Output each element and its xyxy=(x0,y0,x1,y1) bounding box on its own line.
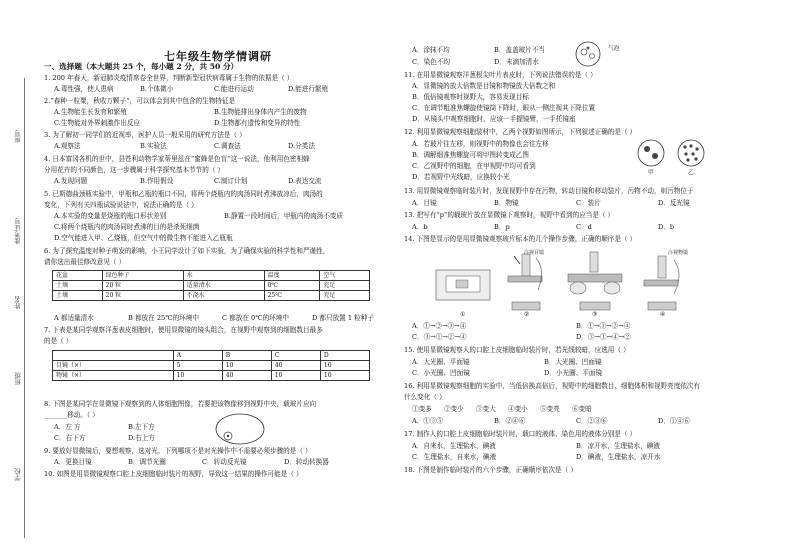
q11-option-c[interactable]: C．在调节粗准焦螺旋使镜筒下降时，眼从一侧注视其下降位置 xyxy=(412,104,596,112)
q4-option-d[interactable]: D.表达交流 xyxy=(288,177,322,185)
table-cell: 花盆 xyxy=(53,271,103,281)
table-cell xyxy=(53,351,174,361)
step-4-figure xyxy=(638,250,688,314)
q2-option-d[interactable]: D.生物都有遗传和变异的特性 xyxy=(214,119,301,127)
q15-option-b[interactable]: B．①→③→②→④ xyxy=(576,322,631,330)
q18-option-b[interactable]: B．凉开水，生理盐水，碘液 xyxy=(576,442,660,450)
q15-option-c[interactable]: C．③→①→②→④ xyxy=(412,333,467,341)
table-row xyxy=(53,371,370,381)
q9-option-d[interactable]: D．转动转换器 xyxy=(284,458,329,466)
question-10: 10. 如图是用显微镜观察口腔上皮细胞临时装片的视野，导致这一结果的操作可能是（ ） xyxy=(44,470,303,478)
table-row xyxy=(53,291,370,301)
q13-option-d[interactable]: D．反光镜 xyxy=(658,199,690,207)
fig15-step-4: ④ xyxy=(660,312,666,318)
question-19: 18. 下图是制作临时装片的六个步骤，正确顺序依次是（ ） xyxy=(404,466,577,474)
question-4-line2: 分用花卉的不同颜色，这一步骤属于科学探究基本节节的（ ） xyxy=(44,166,225,174)
q11-option-a[interactable]: A．显微镜的放大倍数是目镜和物镜放大倍数之和 xyxy=(412,82,556,90)
question-14: 13. 把写有“p”的载玻片放在显微镜下观察时，视野中看到的应当是（ ） xyxy=(404,211,615,219)
q15-option-d[interactable]: D．③→①→④→② xyxy=(576,333,631,341)
q8-cell-figure xyxy=(214,412,266,446)
fig15-step-1: ① xyxy=(460,312,466,318)
q11-option-d[interactable]: D．从镜头中观察细胞时，应该一手握镜臂，一手托镜座 xyxy=(412,115,576,123)
table-cell: 空气 xyxy=(320,271,370,281)
question-11: 11. 在用显微镜观察洋葱根尖叶片表皮时，下列说法错误的是（ ） xyxy=(404,71,597,79)
q12-view-b-figure xyxy=(676,138,706,168)
binding-label-class: 班级 xyxy=(14,372,22,385)
step-2-figure xyxy=(502,250,550,314)
q17-item-3: ③变大 xyxy=(476,405,496,413)
q6-table xyxy=(52,270,370,301)
q4-option-c[interactable]: C.制订计划 xyxy=(214,177,248,185)
binding-strip xyxy=(0,0,40,560)
table-cell: 适量清水 xyxy=(183,281,264,291)
q6-option-b[interactable]: B 都放在 25℃的环境中 xyxy=(128,314,199,322)
q5-option-d[interactable]: D.空气能进入甲、乙烧瓶，但空气中的微生物不能进入乙瓶瓶 xyxy=(54,234,233,242)
table-cell: 目镜（×） xyxy=(53,361,174,371)
q17-option-a[interactable]: A．①③⑤ xyxy=(412,417,444,425)
table-cell: 绿色种子 xyxy=(102,271,183,281)
binding-label-name: 姓名 xyxy=(14,296,22,309)
q17-item-6: ⑥变暗 xyxy=(572,405,592,413)
question-7-line1: 7. 下表是某同学观察洋葱表皮细胞时，使用显微镜的镜头组合，在视野中观察到的细胞数目最多 xyxy=(44,326,323,334)
table-cell: A xyxy=(173,351,222,361)
question-4-line1: 4. 日本富冈各机的世中，县苍利动物学家蒂里兹在“蜜蜂是色盲”这一说法，他利用色密相蜂 xyxy=(44,155,310,163)
question-17-line2: 什么变化（ ） xyxy=(404,393,446,401)
q12-option-c[interactable]: C．乙视野中的细胞，在甲视野中均可看到 xyxy=(412,162,536,170)
q16-option-b[interactable]: B．大光圈、凹面镜 xyxy=(544,358,602,366)
q10-option-a[interactable]: A．涂抹不均 xyxy=(412,46,450,54)
q10-option-b[interactable]: B．盖盖玻片不当 xyxy=(494,46,546,54)
binding-label-seat: 座号 xyxy=(14,130,22,143)
q10-option-c[interactable]: C．染色不均 xyxy=(412,58,451,66)
q4-option-a[interactable]: A.发现问题 xyxy=(54,177,88,185)
q4-option-b[interactable]: B.作用假设 xyxy=(140,177,174,185)
q7-table xyxy=(52,350,370,381)
binding-line xyxy=(24,78,25,538)
q3-option-a[interactable]: A.观察法 xyxy=(54,142,81,150)
q18-option-d[interactable]: D．碘液，生理盐水，凉开水 xyxy=(576,453,661,461)
table-cell: 水 xyxy=(183,271,264,281)
table-cell: B xyxy=(222,351,271,361)
table-cell: 10 xyxy=(320,371,369,381)
q6-option-d[interactable]: D 都只放置 1 粒种子 xyxy=(312,314,374,322)
question-8-line2: _______移动。（ ） xyxy=(44,411,99,419)
table-cell: 土壤 xyxy=(53,281,103,291)
table-cell: 20 粒 xyxy=(102,291,183,301)
question-5-line2: 变化，下列有关四瓶试验说法中，说法正确的是（ ） xyxy=(44,201,198,209)
table-cell: 10 xyxy=(320,361,369,371)
q18-option-a[interactable]: A．自来水，生理盐水，碘液 xyxy=(412,442,496,450)
table-cell: 0℃ xyxy=(264,281,320,291)
question-15: 14. 下图是显示的是用显微镜观察玻片标本的几个操作步骤，正确的顺序是（ ） xyxy=(404,235,637,243)
q12-option-d[interactable]: D．若视野中光线暗，应换较小光 xyxy=(412,173,510,181)
q12-view-a-figure xyxy=(636,138,666,168)
table-row xyxy=(53,281,370,291)
q5-option-a[interactable]: A.本实验的变量是烧瓶的瓶口形状差别 xyxy=(54,212,167,220)
right-column xyxy=(404,0,778,560)
q17-option-b[interactable]: B．②④⑥ xyxy=(494,417,526,425)
question-6-line1: 6. 为了探究温度对种子萌发的影响，小王同学设计了如下实验，为了确保实验的科学性和严谨性， xyxy=(44,247,330,255)
q16-option-d[interactable]: D．小光圈、平面镜 xyxy=(544,369,603,377)
q17-option-c[interactable]: C．②③⑥ xyxy=(576,417,608,425)
question-2: 2.“春种一粒粟，秋收万颗子”，可以体会到其中包含的生物特征是 xyxy=(44,97,236,105)
fig15-label-eyepiece: 注视目镜 xyxy=(524,250,545,256)
q17-item-2: ②变少 xyxy=(444,405,464,413)
q6-option-c[interactable]: C 都放在 0℃的环境中 xyxy=(222,314,289,322)
fig15-label-objective: 注视物镜 xyxy=(668,250,689,256)
question-5-line1: 5. 已斯德曲颈瓶实验中，甲瓶和乙瓶的瓶口不同，将两个烧瓶内的肉汤同时煮沸放凉后，肉汤的 xyxy=(44,190,323,198)
table-cell: 25℃ xyxy=(264,291,320,301)
table-cell: 10 xyxy=(222,361,271,371)
q17-item-4: ④变小 xyxy=(508,405,528,413)
q3-option-d[interactable]: D.分类法 xyxy=(288,142,315,150)
q12-option-b[interactable]: B．调解细准焦螺旋可将甲图转变成乙图 xyxy=(412,151,529,159)
step-1-figure xyxy=(432,256,494,312)
q13-option-c[interactable]: C．装片 xyxy=(576,199,601,207)
table-cell: 10 xyxy=(173,371,222,381)
q10-bubble-figure xyxy=(574,40,604,68)
question-8-line1: 8. 下图是某同学在显微镜下观察到的人体细胞图像，若要把该物像移到视野中央，载玻片应向 xyxy=(44,400,317,408)
q5-option-c[interactable]: C.将两个烧瓶内的肉汤同时煮沸的目的是杀死细菌 xyxy=(54,223,200,231)
q12-option-a[interactable]: A．若玻片往左移，则视野中的物像也会往左移 xyxy=(412,140,549,148)
q3-option-c[interactable]: C.调查法 xyxy=(214,142,241,150)
table-cell: 土壤 xyxy=(53,291,103,301)
table-row xyxy=(53,361,370,371)
q15-option-a[interactable]: A．①→②→③→④ xyxy=(412,322,467,330)
q9-option-a[interactable]: A．更换目镜 xyxy=(54,458,92,466)
q1-option-a[interactable]: A.毒性强，使人患病 xyxy=(54,85,114,93)
table-row xyxy=(53,271,370,281)
question-13: 13. 用显微镜观察临时装片时，发现视野中存在污物，转动目镜和移动装片，污物不动，则污物位于 xyxy=(404,187,694,195)
binding-label-exam-number: 准考证号 xyxy=(14,218,22,244)
left-column xyxy=(44,0,398,560)
q17-option-d[interactable]: D．①④⑥ xyxy=(658,417,690,425)
table-cell: 充足 xyxy=(320,281,370,291)
q17-item-5: ⑤变亮 xyxy=(540,405,560,413)
q14-option-b[interactable]: B．p xyxy=(494,223,510,231)
q13-option-b[interactable]: B．物镜 xyxy=(494,199,519,207)
table-cell: 温度 xyxy=(264,271,320,281)
q11-option-b[interactable]: B．低倍镜观察时视野大，容易发现目标 xyxy=(412,93,529,101)
question-18: 17. 制作人的口腔上皮细胞临时装片时，载口的液体、染色用的液体分别是（ ） xyxy=(404,430,637,438)
fig15-step-2: ② xyxy=(524,312,530,318)
table-cell: 物镜（×） xyxy=(53,371,174,381)
q1-option-b[interactable]: B.个体微小 xyxy=(140,85,174,93)
table-cell: 40 xyxy=(222,371,271,381)
fig12-label-a: 甲 xyxy=(648,170,654,176)
table-cell: 10 xyxy=(271,371,320,381)
table-cell: C xyxy=(271,351,320,361)
table-cell: 5 xyxy=(173,361,222,371)
question-17-line1: 16. 利用显微镜观察细胞的实验中，当低倍换高倍后，视野中的细胞数目、细胞体积和视野亮度依次有 xyxy=(404,382,701,390)
q9-option-c[interactable]: C．转动反光镜 xyxy=(202,458,247,466)
q13-option-a[interactable]: A．目镜 xyxy=(412,199,437,207)
question-12: 12. 利用显微镜观察细胞装材中，乙两个视野如图所示，下列叙述正确的是（ ） xyxy=(404,128,637,136)
table-cell: 40 xyxy=(271,361,320,371)
question-7-line2: 的是（ ） xyxy=(44,337,73,345)
question-6-line2: 请你选出最佳修改意见（ ） xyxy=(44,258,126,266)
table-cell: 20 粒 xyxy=(102,281,183,291)
table-cell: D xyxy=(320,351,369,361)
q1-option-c[interactable]: C.能进行运动 xyxy=(214,85,254,93)
fig12-label-b: 乙 xyxy=(688,170,694,176)
binding-label-school: 学校 xyxy=(14,468,22,481)
q5-option-b[interactable]: B.静置一段时间后，甲瓶内的肉汤不变质 xyxy=(224,212,344,220)
step-3-figure xyxy=(560,248,630,314)
section-heading: 一、选择题（本大题共 25 个，每小题 2 分，共 50 分） xyxy=(44,62,239,71)
q8-option-b[interactable]: B.左下方 xyxy=(128,423,155,431)
q2-option-a[interactable]: A.生物能生长发育和繁殖 xyxy=(54,108,127,116)
q14-option-c[interactable]: C．d xyxy=(576,223,592,231)
q2-option-b[interactable]: B.生物能排出身体内产生的废物 xyxy=(214,108,307,116)
q14-option-a[interactable]: A．b xyxy=(412,223,428,231)
q16-option-c[interactable]: C．小光圈、凹面镜 xyxy=(412,369,470,377)
table-cell: 充足 xyxy=(320,291,370,301)
q1-option-d[interactable]: D.能进行繁殖 xyxy=(288,85,329,93)
q2-option-c[interactable]: C.生物能对外界刺激作出反应 xyxy=(54,119,141,127)
bubble-label: 气泡 xyxy=(608,46,620,52)
question-3: 3. 为了解初一同学们的近视率，医护人员一般采用的研究方法是（ ） xyxy=(44,131,246,139)
q6-option-a[interactable]: A 都适量清水 xyxy=(54,314,94,322)
table-cell: 不浇水 xyxy=(183,291,264,301)
q14-option-d[interactable]: D．b xyxy=(658,223,675,231)
question-1: 1. 200 年春天，新冠肺炎疫情席卷全世界，判断新型冠状病毒属于生物的依据是（ ） xyxy=(44,74,294,82)
question-16: 15. 使用显微镜观察人的口腔上皮细胞临时装片时，若光线较暗，应选用（ ） xyxy=(404,346,630,354)
question-9: 9. 要放好显微镜后，要想观察，选对光，下列哪项不是对光操作中不需要必须步骤的是（ ） xyxy=(44,447,312,455)
fig15-step-3: ③ xyxy=(592,312,598,318)
q10-option-d[interactable]: D．未滴加清水 xyxy=(494,58,539,66)
q3-option-b[interactable]: B.实验法 xyxy=(140,142,167,150)
q8-option-c[interactable]: C．右下方 xyxy=(54,434,86,442)
q8-option-d[interactable]: D.右上方 xyxy=(128,434,155,442)
q8-option-a[interactable]: A．左 方 xyxy=(54,423,81,431)
q17-item-1: ①变多 xyxy=(412,405,432,413)
q18-option-c[interactable]: C．生理盐水，自来水，碘液 xyxy=(412,453,497,461)
q9-option-b[interactable]: B．调节光圈 xyxy=(128,458,166,466)
table-row xyxy=(53,351,370,361)
page-title: 七年级生物学情调研 xyxy=(164,50,272,63)
q16-option-a[interactable]: A．大光圈、平面镜 xyxy=(412,358,470,366)
